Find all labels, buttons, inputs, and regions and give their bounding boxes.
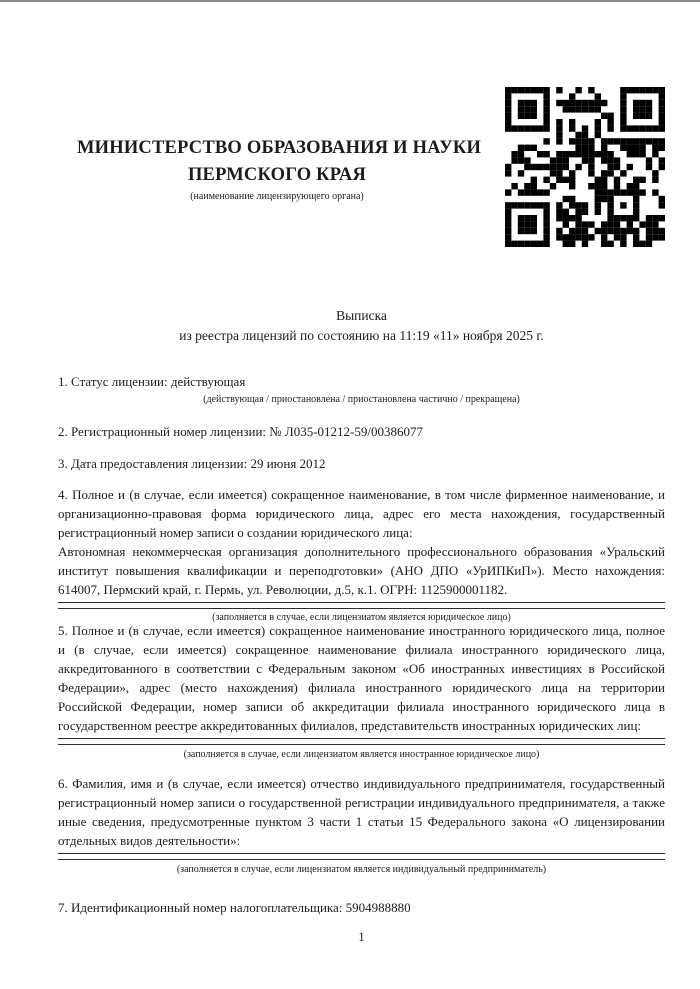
fill-in-rule xyxy=(58,608,665,609)
item-license-status xyxy=(58,372,665,406)
fill-in-rule xyxy=(58,744,665,745)
foreign-entity-caption: (заполняется в случае, если лицензиатом является иностранное юридическое лицо) xyxy=(183,749,540,760)
foreign-entity-label: 5. Полное и (в случае, если имеется) сокращенное наименование иностранного юридического лица, полное и (в случае, если имеется) сокращенное наименование филиала иностранного юридического лица, аккредитованного в соответствии с Федеральным законом «Об иностранных инвестициях в Российской Федерации», адрес (место нахождения) филиала иностранного юридического лица на территории Российской Федерации, номер записи об аккредитации филиала иностранного юридического лица в государственном реестре аккредитованных филиалов, представительств иностранных юридических лиц: xyxy=(58,621,665,739)
license-status-caption: (действующая / приостановлена / приостановлена частично / прекращена) xyxy=(203,394,520,405)
license-status-text: 1. Статус лицензии: действующая xyxy=(58,374,246,389)
ministry-name-line1: МИНИСТЕРСТВО ОБРАЗОВАНИЯ И НАУКИ xyxy=(77,138,482,158)
item-entrepreneur xyxy=(58,774,665,876)
entrepreneur-label: 6. Фамилия, имя и (в случае, если имеется) отчество индивидуального предпринимателя, государственный регистрационный номер записи о государственной регистрации индивидуального предпринимателя, а также иные сведения, предусмотренные пунктом 3 части 1 статьи 15 Федерального закона «О лицензировании отдельных видов деятельности»: xyxy=(58,774,665,854)
item-registration-number xyxy=(58,422,665,441)
legal-entity-caption: (заполняется в случае, если лицензиатом является юридическое лицо) xyxy=(212,612,511,623)
item-legal-entity xyxy=(58,485,665,624)
registration-number-text: 2. Регистрационный номер лицензии: № Л035-01212-59/00386077 xyxy=(58,424,424,439)
ministry-name xyxy=(77,135,482,189)
fill-in-rule xyxy=(58,859,665,860)
ministry-caption: (наименование лицензирующего органа) xyxy=(190,191,364,202)
item-foreign-entity xyxy=(58,621,665,761)
document-title xyxy=(58,306,665,345)
ministry-name-line2: ПЕРМСКОГО КРАЯ xyxy=(187,165,367,185)
item-taxpayer-id xyxy=(58,898,665,917)
document-title-line1: Выписка xyxy=(336,308,387,323)
item-license-date xyxy=(58,454,665,473)
legal-entity-value: Автономная некоммерческая организация дополнительного профессионального образования «Уральский институт повышения квалификации и переподготовки» (АНО ДПО «УрИПКиП»). Место нахождения: 614007, Пермский край, г. Пермь, ул. Революции, д.5, к.1. ОГРН: 1125900001182. xyxy=(58,542,665,603)
entrepreneur-caption: (заполняется в случае, если лицензиатом является индивидуальный предприниматель) xyxy=(176,864,547,875)
page-number: 1 xyxy=(358,930,365,944)
license-date-text: 3. Дата предоставления лицензии: 29 июня 2012 xyxy=(58,456,326,471)
qr-code-icon xyxy=(505,87,665,247)
taxpayer-id-text: 7. Идентификационный номер налогоплательщика: 5904988880 xyxy=(58,900,411,915)
document-title-line2: из реестра лицензий по состоянию на 11:19 «11» ноября 2025 г. xyxy=(179,327,544,343)
legal-entity-label: 4. Полное и (в случае, если имеется) сокращенное наименование, в том числе фирменное наименование, и организационно-правовая форма юридического лица, адрес его места нахождения, государственный регистрационный номер записи о создании юридического лица: xyxy=(58,487,665,540)
